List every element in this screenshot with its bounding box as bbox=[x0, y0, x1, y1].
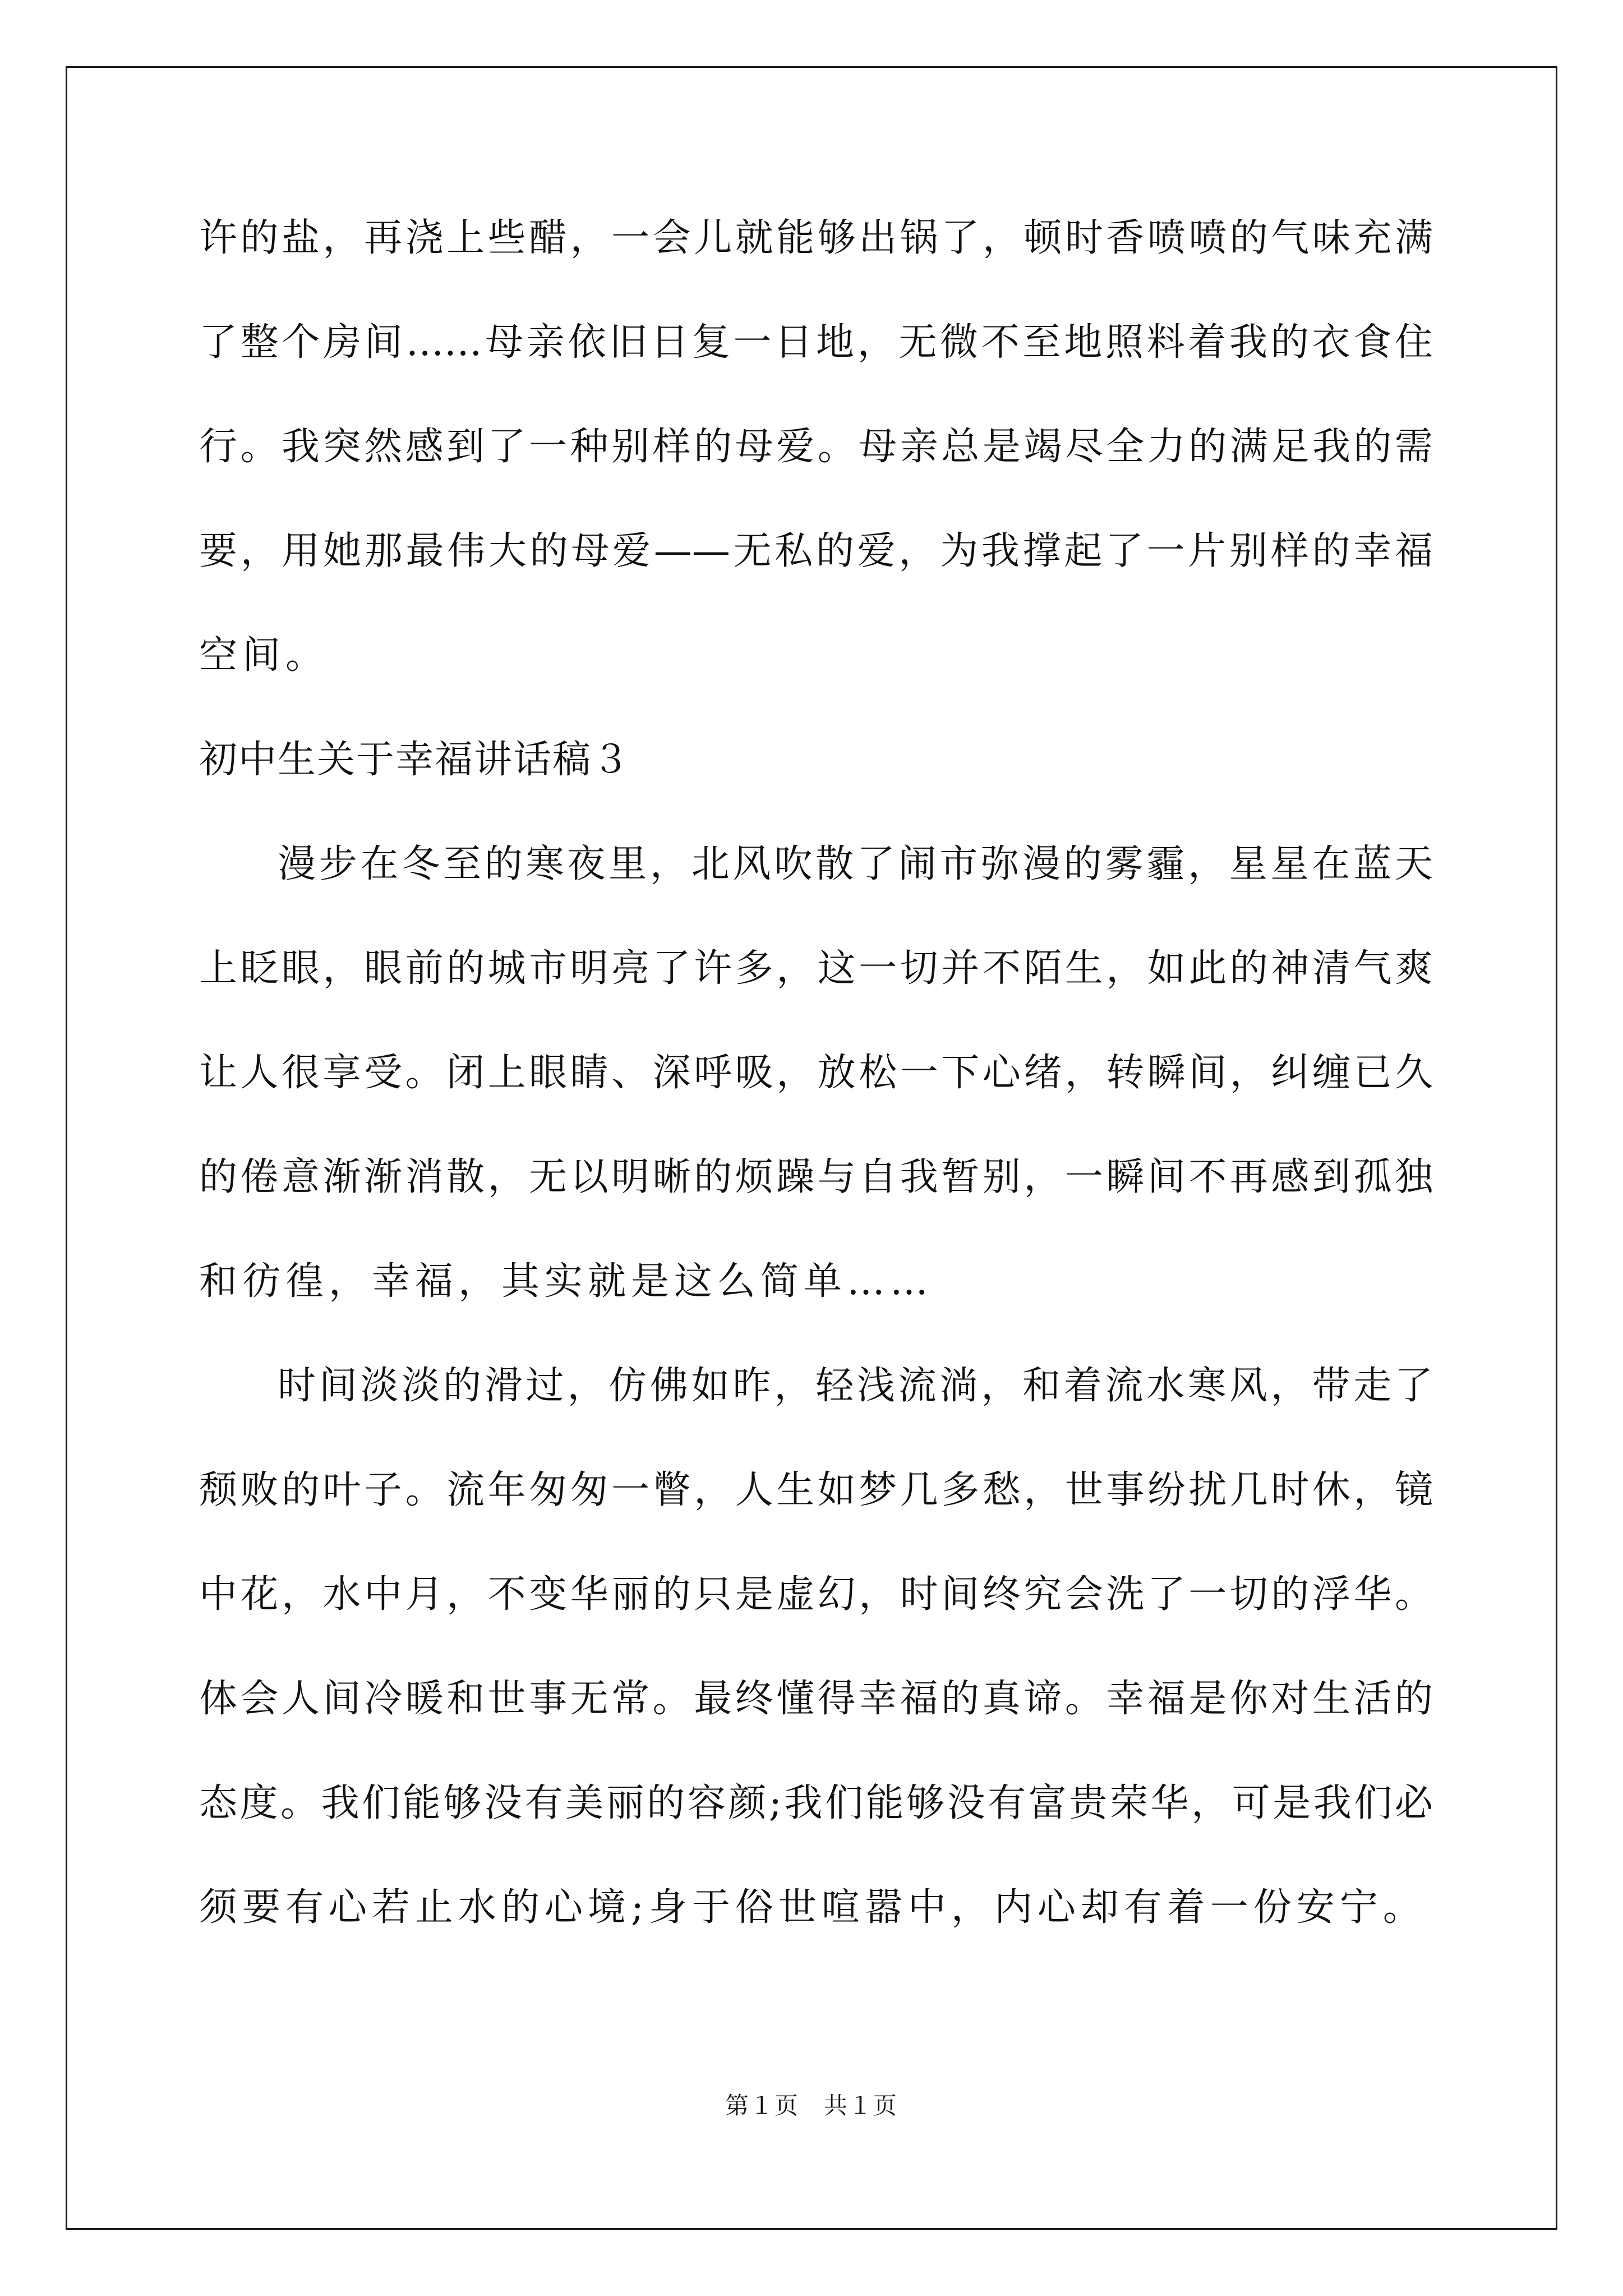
document-body bbox=[199, 212, 1433, 1986]
paragraph-line: 让人很享受。闭上眼睛、深呼吸，放松一下心绪，转瞬间，纠缠已久 bbox=[199, 1051, 1433, 1095]
section-heading: 初中生关于幸福讲话稿３ bbox=[199, 738, 631, 782]
paragraph-line: 的倦意渐渐消散，无以明晰的烦躁与自我暂别，一瞬间不再感到孤独 bbox=[199, 1155, 1433, 1199]
paragraph-line: 体会人间冷暖和世事无常。最终懂得幸福的真谛。幸福是你对生活的 bbox=[199, 1677, 1433, 1721]
text-line: 了整个房间……母亲依旧日复一日地，无微不至地照料着我的衣食住 bbox=[199, 320, 1433, 365]
paragraph-line: 态度。我们能够没有美丽的容颜;我们能够没有富贵荣华，可是我们必 bbox=[199, 1781, 1433, 1825]
paragraph-line: 漫步在冬至的寒夜里，北风吹散了闹市弥漫的雾霾，星星在蓝天 bbox=[278, 842, 1433, 886]
page-number: 第１页 共１页 bbox=[725, 2092, 898, 2119]
paragraph-line: 中花，水中月，不变华丽的只是虚幻，时间终究会洗了一切的浮华。 bbox=[199, 1572, 1433, 1617]
paragraph-line: 和彷徨，幸福，其实就是这么简单…… bbox=[199, 1259, 934, 1304]
text-line: 许的盐，再浇上些醋，一会儿就能够出锅了，顿时香喷喷的气味充满 bbox=[199, 216, 1433, 260]
text-line: 空间。 bbox=[199, 633, 329, 678]
paragraph-line: 须要有心若止水的心境;身于俗世喧嚣中，内心却有着一份安宁。 bbox=[199, 1885, 1426, 1930]
paragraph-line: 颓败的叶子。流年匆匆一瞥，人生如梦几多愁，世事纷扰几时休，镜 bbox=[199, 1468, 1433, 1512]
paragraph-line: 时间淡淡的滑过，仿佛如昨，轻浅流淌，和着流水寒风，带走了 bbox=[278, 1364, 1433, 1408]
paragraph-line: 上眨眼，眼前的城市明亮了许多，这一切并不陌生，如此的神清气爽 bbox=[199, 946, 1433, 991]
text-line: 要，用她那最伟大的母爱——无私的爱，为我撑起了一片别样的幸福 bbox=[199, 529, 1433, 573]
text-line: 行。我突然感到了一种别样的母爱。母亲总是竭尽全力的满足我的需 bbox=[199, 425, 1433, 469]
